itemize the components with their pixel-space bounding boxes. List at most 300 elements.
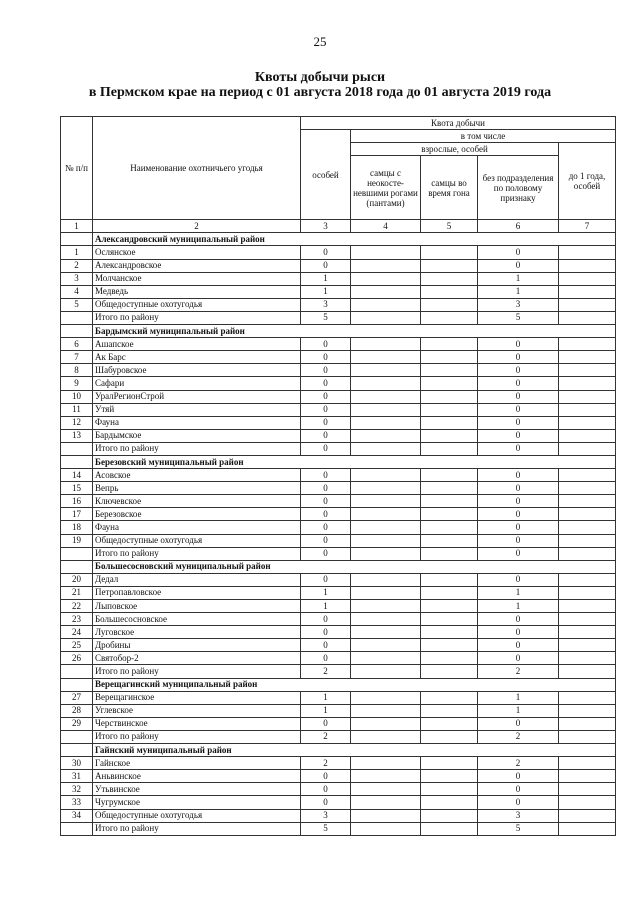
no-sex-cell: 0 [478,626,559,639]
title-line-2: в Пермском крае на период с 01 августа 2018 года до 01 августа 2019 года [88,85,552,100]
males-antlers-cell [351,796,421,809]
hunting-ground-name: Медведь [93,285,301,298]
males-antlers-cell [351,298,421,311]
males-antlers-cell [351,600,421,613]
young-cell [559,311,616,324]
no-sex-cell: 0 [478,390,559,403]
document-title [0,70,640,100]
young-cell [559,822,616,835]
column-number: 2 [93,220,301,233]
males-rut-cell [421,416,478,429]
table-row [61,613,616,626]
males-rut-cell [421,521,478,534]
no-sex-cell: 0 [478,416,559,429]
table-row [61,822,616,835]
row-number-cell: 31 [61,770,93,783]
table-row [61,796,616,809]
column-number: 4 [351,220,421,233]
table-row [61,783,616,796]
total-quota-cell: 0 [301,717,351,730]
district-row [61,233,616,246]
males-antlers-cell [351,757,421,770]
young-cell [559,796,616,809]
males-antlers-cell [351,534,421,547]
district-row [61,744,616,757]
table-row [61,547,616,560]
header-total: особей [301,130,351,220]
table-row [61,691,616,704]
table-row [61,442,616,455]
males-antlers-cell [351,272,421,285]
young-cell [559,508,616,521]
district-name: Верещагинский муниципальный район [93,678,616,691]
young-cell [559,338,616,351]
district-row [61,325,616,338]
males-antlers-cell [351,809,421,822]
hunting-ground-name: Луговское [93,626,301,639]
total-quota-cell: 0 [301,652,351,665]
males-rut-cell [421,364,478,377]
males-antlers-cell [351,652,421,665]
total-quota-cell: 0 [301,626,351,639]
row-number-cell: 15 [61,482,93,495]
young-cell [559,403,616,416]
total-quota-cell: 0 [301,770,351,783]
row-number-cell [61,547,93,560]
district-name: Гайнский муниципальный район [93,744,616,757]
table-row [61,534,616,547]
total-quota-cell: 0 [301,547,351,560]
hunting-ground-name: Ключевское [93,495,301,508]
young-cell [559,717,616,730]
header-young: до 1 года, особей [559,143,616,220]
males-rut-cell [421,547,478,560]
males-rut-cell [421,285,478,298]
hunting-ground-name: Ак Барс [93,351,301,364]
males-antlers-cell [351,822,421,835]
total-quota-cell: 3 [301,298,351,311]
district-row [61,560,616,573]
hunting-ground-name: Молчанское [93,272,301,285]
table-row [61,770,616,783]
males-antlers-cell [351,246,421,259]
young-cell [559,416,616,429]
row-number-cell: 1 [61,246,93,259]
young-cell [559,285,616,298]
table-row [61,351,616,364]
males-antlers-cell [351,259,421,272]
table-row [61,665,616,678]
total-quota-cell: 0 [301,364,351,377]
total-quota-cell: 0 [301,639,351,652]
males-rut-cell [421,534,478,547]
table-row [61,403,616,416]
males-rut-cell [421,403,478,416]
hunting-ground-name: Итого по району [93,730,301,743]
table-row [61,272,616,285]
table-row [61,639,616,652]
row-number-cell: 14 [61,469,93,482]
table-row [61,495,616,508]
total-quota-cell: 0 [301,246,351,259]
young-cell [559,691,616,704]
no-sex-cell: 0 [478,717,559,730]
total-quota-cell: 1 [301,272,351,285]
table-row [61,730,616,743]
table-row [61,298,616,311]
males-antlers-cell [351,403,421,416]
column-number: 3 [301,220,351,233]
no-sex-cell: 3 [478,298,559,311]
no-sex-cell: 0 [478,652,559,665]
hunting-ground-name: Александровское [93,259,301,272]
title-line-1: Квоты добычи рыси [254,70,386,85]
males-rut-cell [421,691,478,704]
males-rut-cell [421,730,478,743]
total-quota-cell: 0 [301,338,351,351]
males-antlers-cell [351,429,421,442]
total-quota-cell: 0 [301,259,351,272]
young-cell [559,770,616,783]
males-rut-cell [421,796,478,809]
table-row [61,809,616,822]
row-number-cell [61,730,93,743]
page-number: 25 [313,34,327,49]
table-row [61,390,616,403]
hunting-ground-name: УралРегионСтрой [93,390,301,403]
males-antlers-cell [351,770,421,783]
young-cell [559,272,616,285]
total-quota-cell: 0 [301,508,351,521]
young-cell [559,586,616,599]
row-number-cell: 29 [61,717,93,730]
table-row [61,469,616,482]
hunting-ground-name: Петропавловское [93,586,301,599]
no-sex-cell: 1 [478,704,559,717]
males-antlers-cell [351,364,421,377]
males-rut-cell [421,298,478,311]
row-number-cell [61,560,93,573]
males-antlers-cell [351,783,421,796]
males-rut-cell [421,626,478,639]
row-number-cell: 33 [61,796,93,809]
young-cell [559,757,616,770]
header-males-rut: самцы во время гона [421,156,478,220]
total-quota-cell: 0 [301,469,351,482]
hunting-ground-name: Ослянское [93,246,301,259]
total-quota-cell: 5 [301,311,351,324]
young-cell [559,547,616,560]
no-sex-cell: 1 [478,586,559,599]
no-sex-cell: 0 [478,482,559,495]
row-number-cell [61,744,93,757]
row-number-cell: 4 [61,285,93,298]
males-antlers-cell [351,717,421,730]
males-rut-cell [421,586,478,599]
males-rut-cell [421,809,478,822]
district-row [61,678,616,691]
hunting-ground-name: Итого по району [93,442,301,455]
males-antlers-cell [351,351,421,364]
males-rut-cell [421,783,478,796]
males-antlers-cell [351,691,421,704]
hunting-ground-name: Березовское [93,508,301,521]
total-quota-cell: 0 [301,521,351,534]
district-name: Березовский муниципальный район [93,455,616,468]
young-cell [559,364,616,377]
header-quota: Квота добычи [301,117,616,130]
males-rut-cell [421,770,478,783]
males-antlers-cell [351,482,421,495]
total-quota-cell: 0 [301,573,351,586]
males-antlers-cell [351,547,421,560]
row-number-cell: 22 [61,600,93,613]
row-number-cell: 3 [61,272,93,285]
row-number-cell [61,325,93,338]
males-antlers-cell [351,390,421,403]
no-sex-cell: 0 [478,521,559,534]
males-antlers-cell [351,665,421,678]
header-including: в том числе [351,130,616,143]
no-sex-cell: 1 [478,272,559,285]
males-rut-cell [421,704,478,717]
males-antlers-cell [351,495,421,508]
males-rut-cell [421,757,478,770]
young-cell [559,259,616,272]
no-sex-cell: 0 [478,613,559,626]
row-number-cell [61,822,93,835]
row-number-cell [61,311,93,324]
row-number-cell: 18 [61,521,93,534]
total-quota-cell: 2 [301,665,351,678]
total-quota-cell: 0 [301,442,351,455]
row-number-cell [61,455,93,468]
hunting-ground-name: Итого по району [93,311,301,324]
males-antlers-cell [351,469,421,482]
males-antlers-cell [351,442,421,455]
row-number-cell: 34 [61,809,93,822]
males-rut-cell [421,429,478,442]
males-antlers-cell [351,508,421,521]
row-number-cell: 7 [61,351,93,364]
table-row [61,482,616,495]
hunting-ground-name: Святобор-2 [93,652,301,665]
no-sex-cell: 2 [478,665,559,678]
hunting-ground-name: Чугрумское [93,796,301,809]
no-sex-cell: 0 [478,796,559,809]
table-body [61,233,616,835]
males-rut-cell [421,495,478,508]
hunting-ground-name: Общедоступные охотугодья [93,298,301,311]
males-antlers-cell [351,639,421,652]
young-cell [559,495,616,508]
hunting-ground-name: Утьвинское [93,783,301,796]
table-row [61,416,616,429]
young-cell [559,652,616,665]
young-cell [559,573,616,586]
row-number-cell: 2 [61,259,93,272]
table-row [61,246,616,259]
row-number-cell: 26 [61,652,93,665]
males-antlers-cell [351,416,421,429]
hunting-ground-name: Ашапское [93,338,301,351]
young-cell [559,429,616,442]
males-rut-cell [421,665,478,678]
males-rut-cell [421,613,478,626]
table-row [61,586,616,599]
total-quota-cell: 0 [301,796,351,809]
males-rut-cell [421,246,478,259]
young-cell [559,626,616,639]
no-sex-cell: 0 [478,783,559,796]
males-rut-cell [421,469,478,482]
males-antlers-cell [351,586,421,599]
hunting-ground-name: Аньвинское [93,770,301,783]
header-num: № п/п [61,117,93,220]
males-rut-cell [421,822,478,835]
no-sex-cell: 0 [478,547,559,560]
total-quota-cell: 2 [301,730,351,743]
header-adults: взрослые, особей [351,143,559,156]
no-sex-cell: 0 [478,259,559,272]
young-cell [559,809,616,822]
males-rut-cell [421,482,478,495]
table-row [61,285,616,298]
young-cell [559,469,616,482]
males-rut-cell [421,652,478,665]
young-cell [559,704,616,717]
no-sex-cell: 0 [478,364,559,377]
no-sex-cell: 0 [478,639,559,652]
hunting-ground-name: Утяй [93,403,301,416]
total-quota-cell: 5 [301,822,351,835]
table-header [61,117,616,233]
males-rut-cell [421,311,478,324]
young-cell [559,377,616,390]
males-rut-cell [421,600,478,613]
total-quota-cell: 1 [301,600,351,613]
hunting-ground-name: Фауна [93,521,301,534]
table-row [61,573,616,586]
table-row [61,364,616,377]
hunting-ground-name: Гайнское [93,757,301,770]
row-number-cell: 9 [61,377,93,390]
males-rut-cell [421,508,478,521]
row-number-cell: 16 [61,495,93,508]
no-sex-cell: 2 [478,730,559,743]
hunting-ground-name: Вепрь [93,482,301,495]
males-antlers-cell [351,521,421,534]
total-quota-cell: 3 [301,809,351,822]
young-cell [559,482,616,495]
total-quota-cell: 1 [301,691,351,704]
young-cell [559,600,616,613]
males-antlers-cell [351,338,421,351]
males-rut-cell [421,390,478,403]
table-row [61,600,616,613]
district-name: Бардымский муниципальный район [93,325,616,338]
row-number-cell: 19 [61,534,93,547]
no-sex-cell: 1 [478,600,559,613]
hunting-ground-name: Общедоступные охотугодья [93,534,301,547]
hunting-ground-name: Дробины [93,639,301,652]
no-sex-cell: 0 [478,338,559,351]
no-sex-cell: 0 [478,429,559,442]
hunting-ground-name: Сафари [93,377,301,390]
table-row [61,259,616,272]
no-sex-cell: 5 [478,311,559,324]
no-sex-cell: 1 [478,285,559,298]
total-quota-cell: 0 [301,390,351,403]
hunting-ground-name: Шабуровское [93,364,301,377]
males-antlers-cell [351,377,421,390]
males-rut-cell [421,351,478,364]
hunting-ground-name: Дедал [93,573,301,586]
no-sex-cell: 0 [478,246,559,259]
males-rut-cell [421,377,478,390]
row-number-cell: 30 [61,757,93,770]
males-antlers-cell [351,704,421,717]
district-name: Большесосновский муниципальный район [93,560,616,573]
row-number-cell: 6 [61,338,93,351]
row-number-cell: 32 [61,783,93,796]
no-sex-cell: 0 [478,534,559,547]
no-sex-cell: 0 [478,495,559,508]
young-cell [559,442,616,455]
males-rut-cell [421,338,478,351]
hunting-ground-name: Черствинское [93,717,301,730]
males-antlers-cell [351,730,421,743]
row-number-cell: 21 [61,586,93,599]
row-number-cell [61,678,93,691]
table-row [61,652,616,665]
hunting-ground-name: Фауна [93,416,301,429]
hunting-ground-name: Итого по району [93,547,301,560]
males-rut-cell [421,272,478,285]
column-number: 7 [559,220,616,233]
no-sex-cell: 5 [478,822,559,835]
total-quota-cell: 0 [301,534,351,547]
males-rut-cell [421,639,478,652]
hunting-ground-name: Бардымское [93,429,301,442]
young-cell [559,639,616,652]
young-cell [559,613,616,626]
row-number-cell: 10 [61,390,93,403]
row-number-cell: 13 [61,429,93,442]
header-name: Наименование охотничьего угодья [93,117,301,220]
no-sex-cell: 0 [478,469,559,482]
males-antlers-cell [351,613,421,626]
total-quota-cell: 1 [301,586,351,599]
males-rut-cell [421,573,478,586]
table-row [61,521,616,534]
row-number-cell: 28 [61,704,93,717]
row-number-cell: 8 [61,364,93,377]
total-quota-cell: 0 [301,377,351,390]
males-rut-cell [421,259,478,272]
column-number: 6 [478,220,559,233]
young-cell [559,246,616,259]
total-quota-cell: 2 [301,757,351,770]
column-numbers-row [61,220,616,233]
row-number-cell: 27 [61,691,93,704]
young-cell [559,730,616,743]
no-sex-cell: 1 [478,691,559,704]
table-row [61,704,616,717]
young-cell [559,521,616,534]
total-quota-cell: 1 [301,285,351,298]
no-sex-cell: 0 [478,377,559,390]
